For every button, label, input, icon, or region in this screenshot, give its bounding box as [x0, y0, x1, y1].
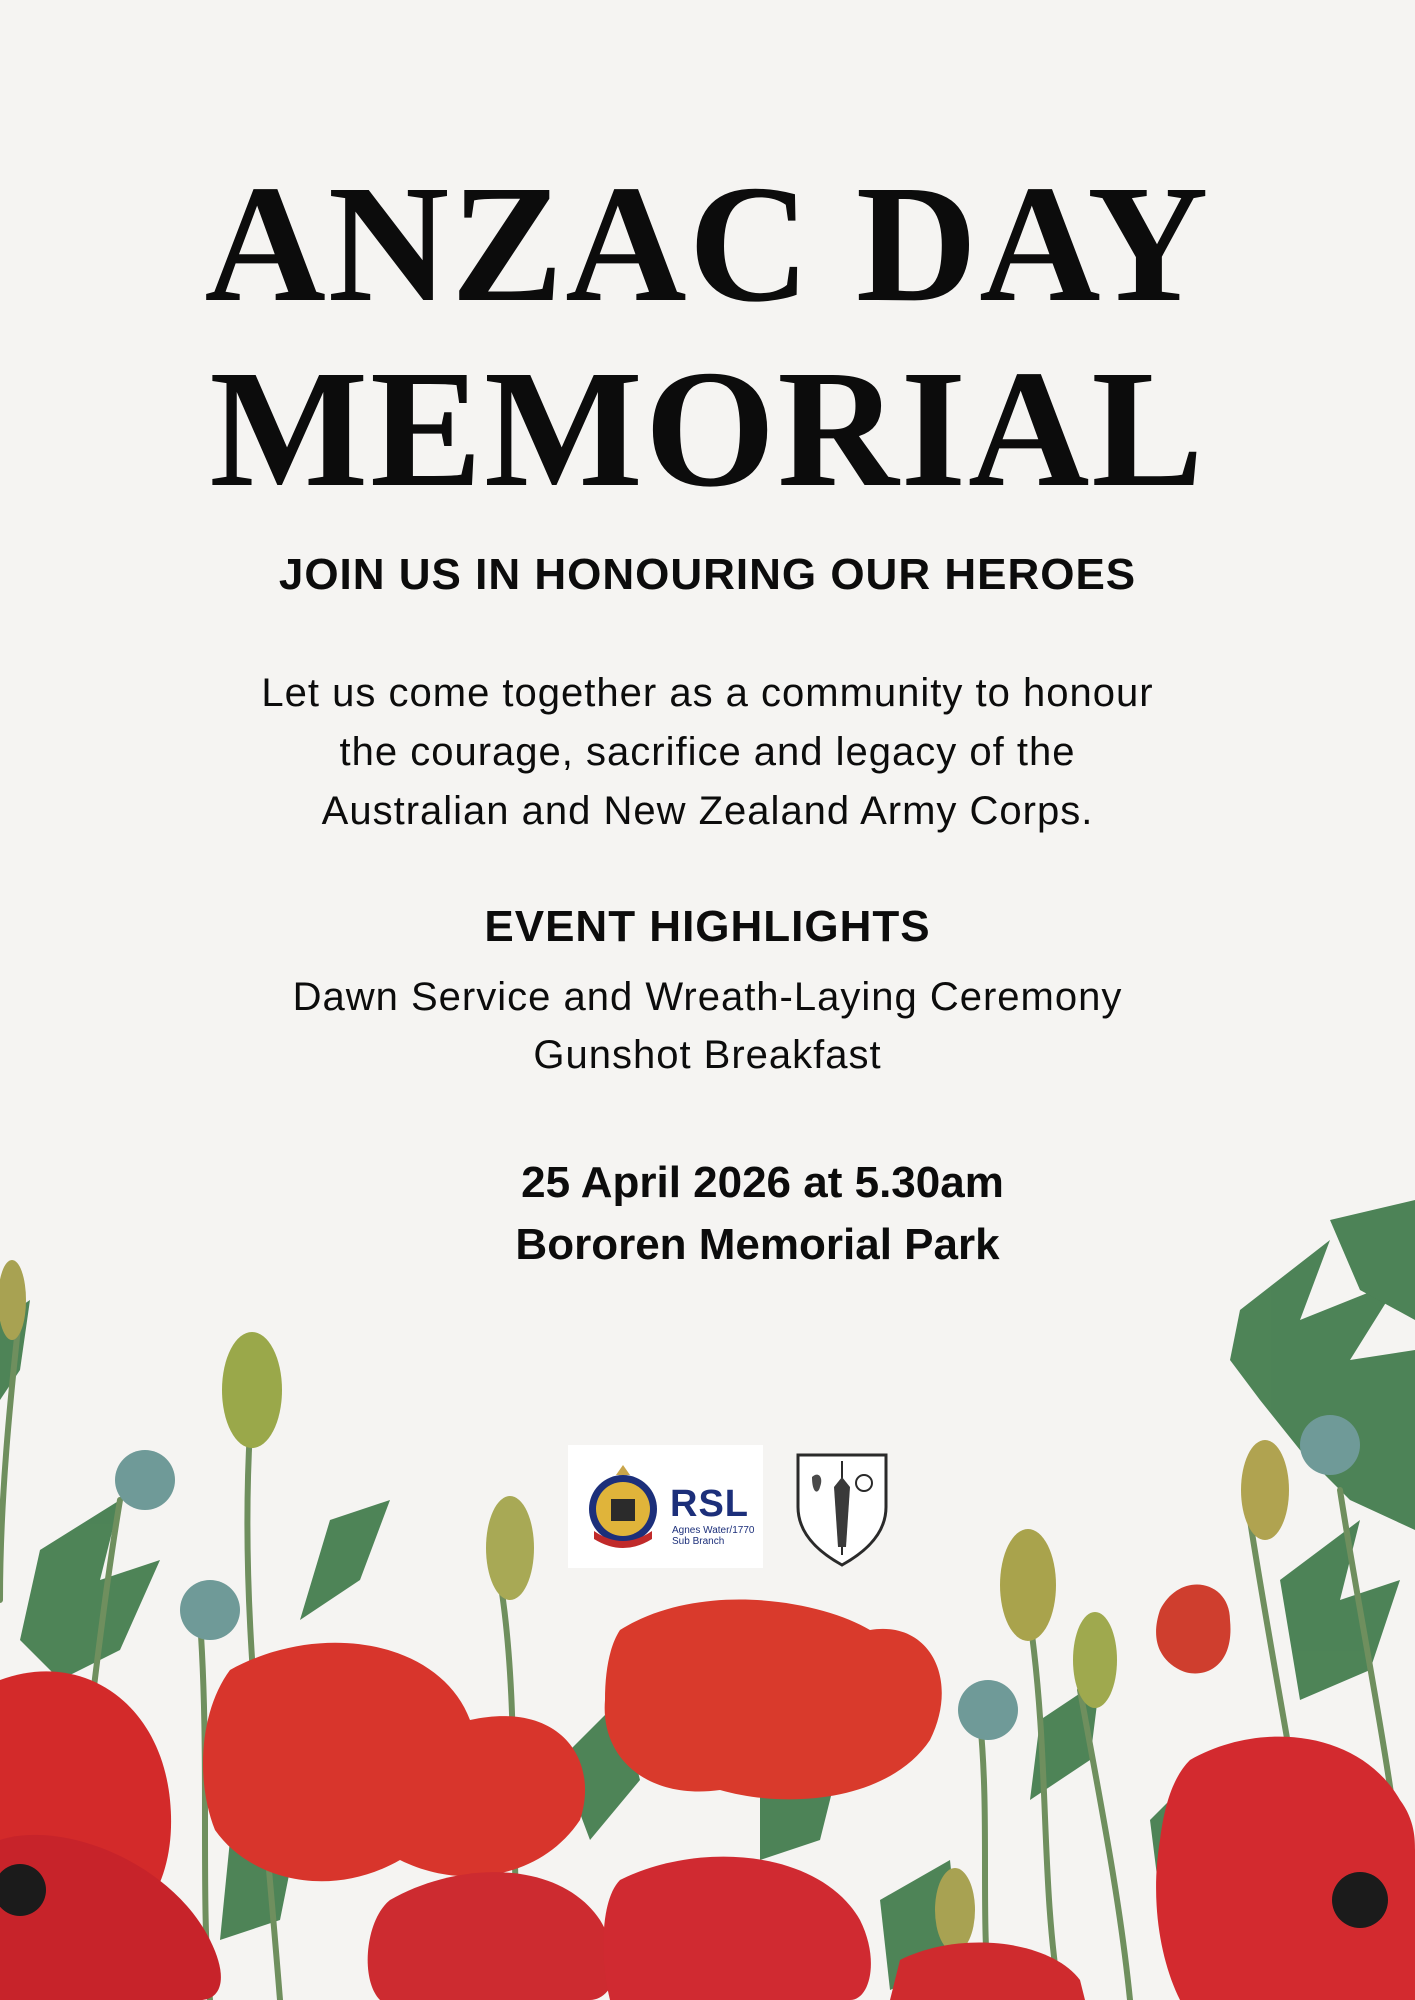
- rsl-sub-line-1: Agnes Water/1770: [672, 1525, 755, 1536]
- rsl-subtitle: [672, 1525, 754, 1547]
- highlight-item: Dawn Service and Wreath-Laying Ceremony: [292, 975, 1123, 1019]
- highlight-item: Gunshot Breakfast: [533, 1033, 882, 1077]
- poster-title-line-2: MEMORIAL: [209, 336, 1206, 522]
- rsl-badge-icon: [584, 1461, 662, 1551]
- poppy-illustration: [0, 1200, 1415, 2000]
- intro-line-2: the courage, sacrifice and legacy of the: [339, 730, 1076, 774]
- poster-subtitle: JOIN US IN HONOURING OUR HEROES: [278, 550, 1137, 599]
- event-date-time: 25 April 2026 at 5.30am: [521, 1158, 1004, 1207]
- highlights-heading: EVENT HIGHLIGHTS: [484, 902, 931, 951]
- poster-title-line-1: ANZAC DAY: [204, 151, 1211, 337]
- rsl-logo: [568, 1445, 763, 1568]
- intro-paragraph: [0, 664, 1415, 841]
- sponsor-logos: [568, 1445, 898, 1570]
- school-crest-icon: [790, 1447, 894, 1567]
- rsl-sub-line-2: Sub Branch: [672, 1536, 725, 1547]
- event-location: Bororen Memorial Park: [515, 1220, 1000, 1269]
- intro-line-3: Australian and New Zealand Army Corps.: [321, 789, 1094, 833]
- rsl-name: RSL: [670, 1483, 749, 1525]
- intro-line-1: Let us come together as a community to honour: [261, 671, 1154, 715]
- highlights-list: [0, 968, 1415, 1084]
